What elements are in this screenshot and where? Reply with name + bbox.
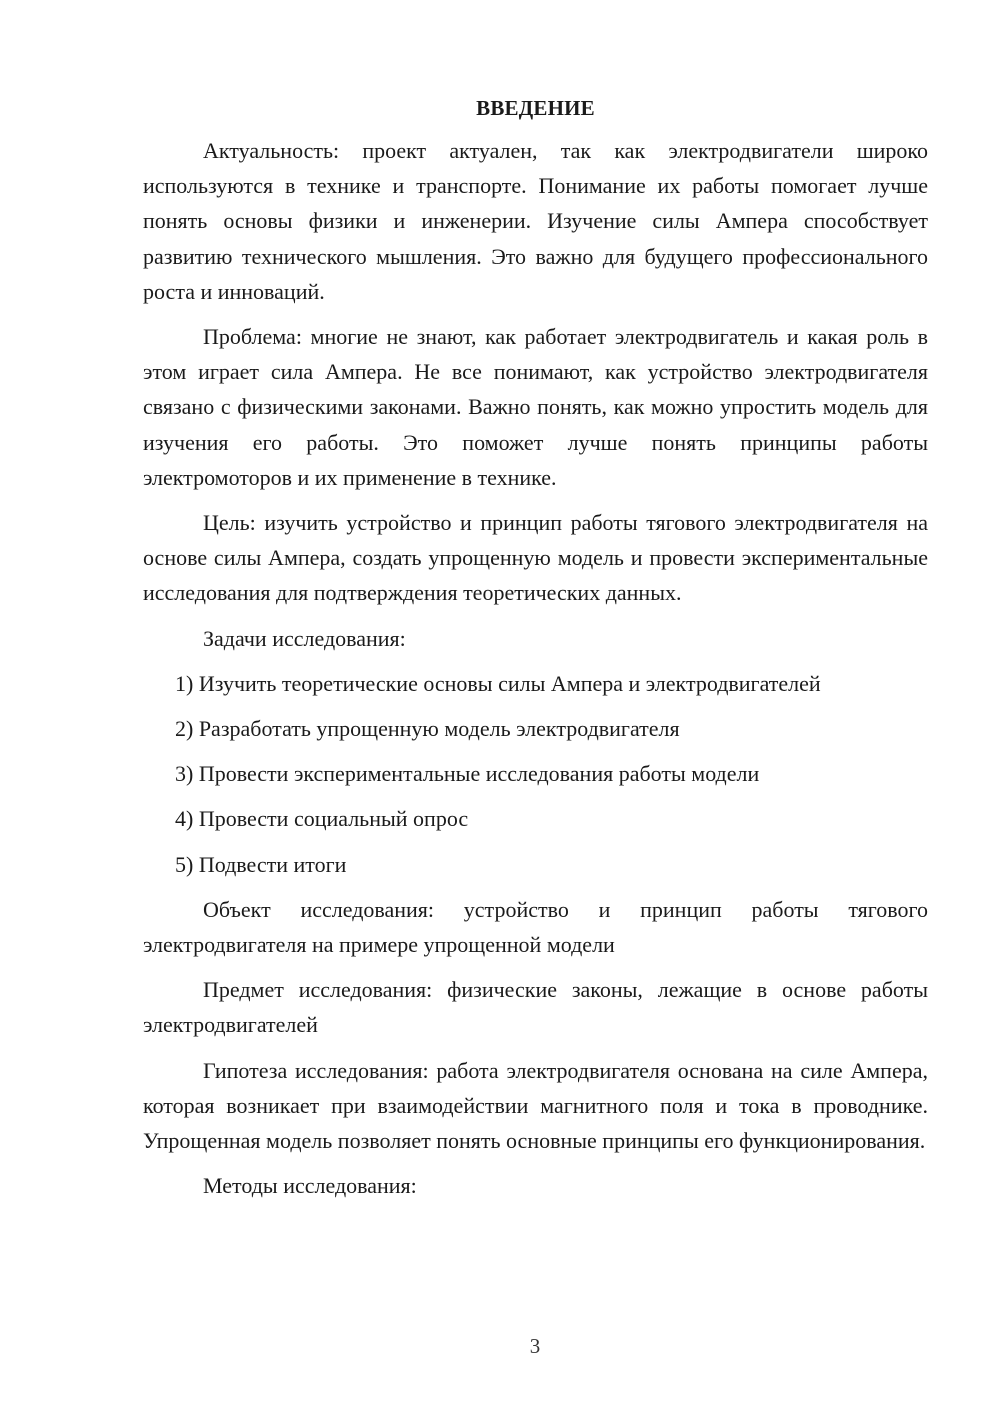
subject-paragraph: Предмет исследования: физические законы, лежащие в основе работы электродвигателей xyxy=(143,977,928,1038)
problem-paragraph: Проблема: многие не знают, как работает электродвигатель и какая роль в этом играет сила Ампера. Не все понимают, как устройство электродвигателя связано с физическими законами. Важно понять, как можно упростить модель для изучения его работы. Это поможет лучше понять принципы работы электромоторов и их применение в технике. xyxy=(143,324,928,490)
list-item: 1) Изучить теоретические основы силы Ампера и электродвигателей xyxy=(175,670,821,696)
list-item: 5) Подвести итоги xyxy=(175,851,347,877)
object-paragraph: Объект исследования: устройство и принцип работы тягового электродвигателя на примере упрощенной модели xyxy=(143,896,928,958)
hypothesis-paragraph: Гипотеза исследования: работа электродвигателя основана на силе Ампера, которая возникает при взаимодействии магнитного поля и тока в проводнике. Упрощенная модель позволяет понять основные принципы его функционирования. xyxy=(143,1057,928,1154)
tasks-title: Задачи исследования: xyxy=(203,625,406,651)
relevance-paragraph: Актуальность: проект актуален, так как электродвигатели широко используются в технике и транспорте. Понимание их работы помогает лучше понять основы физики и инженерии. Изучение силы Ампера способствует развитию технического мышления. Это важно для будущего профессионального роста и инноваций. xyxy=(143,138,928,304)
methods-title: Методы исследования: xyxy=(203,1173,417,1199)
list-item: 2) Разработать упрощенную модель электродвигателя xyxy=(175,716,680,742)
page-content xyxy=(143,96,928,1203)
tasks-list xyxy=(143,666,928,882)
page-number: 3 xyxy=(529,1334,541,1358)
list-item: 3) Провести экспериментальные исследования работы модели xyxy=(175,761,760,787)
page-title: ВВЕДЕНИЕ xyxy=(476,96,595,120)
goal-paragraph: Цель: изучить устройство и принцип работы тягового электродвигателя на основе силы Ампера, создать упрощенную модель и провести экспериментальные исследования для подтверждения теоретических данных. xyxy=(143,510,928,606)
list-item: 4) Провести социальный опрос xyxy=(175,806,469,832)
